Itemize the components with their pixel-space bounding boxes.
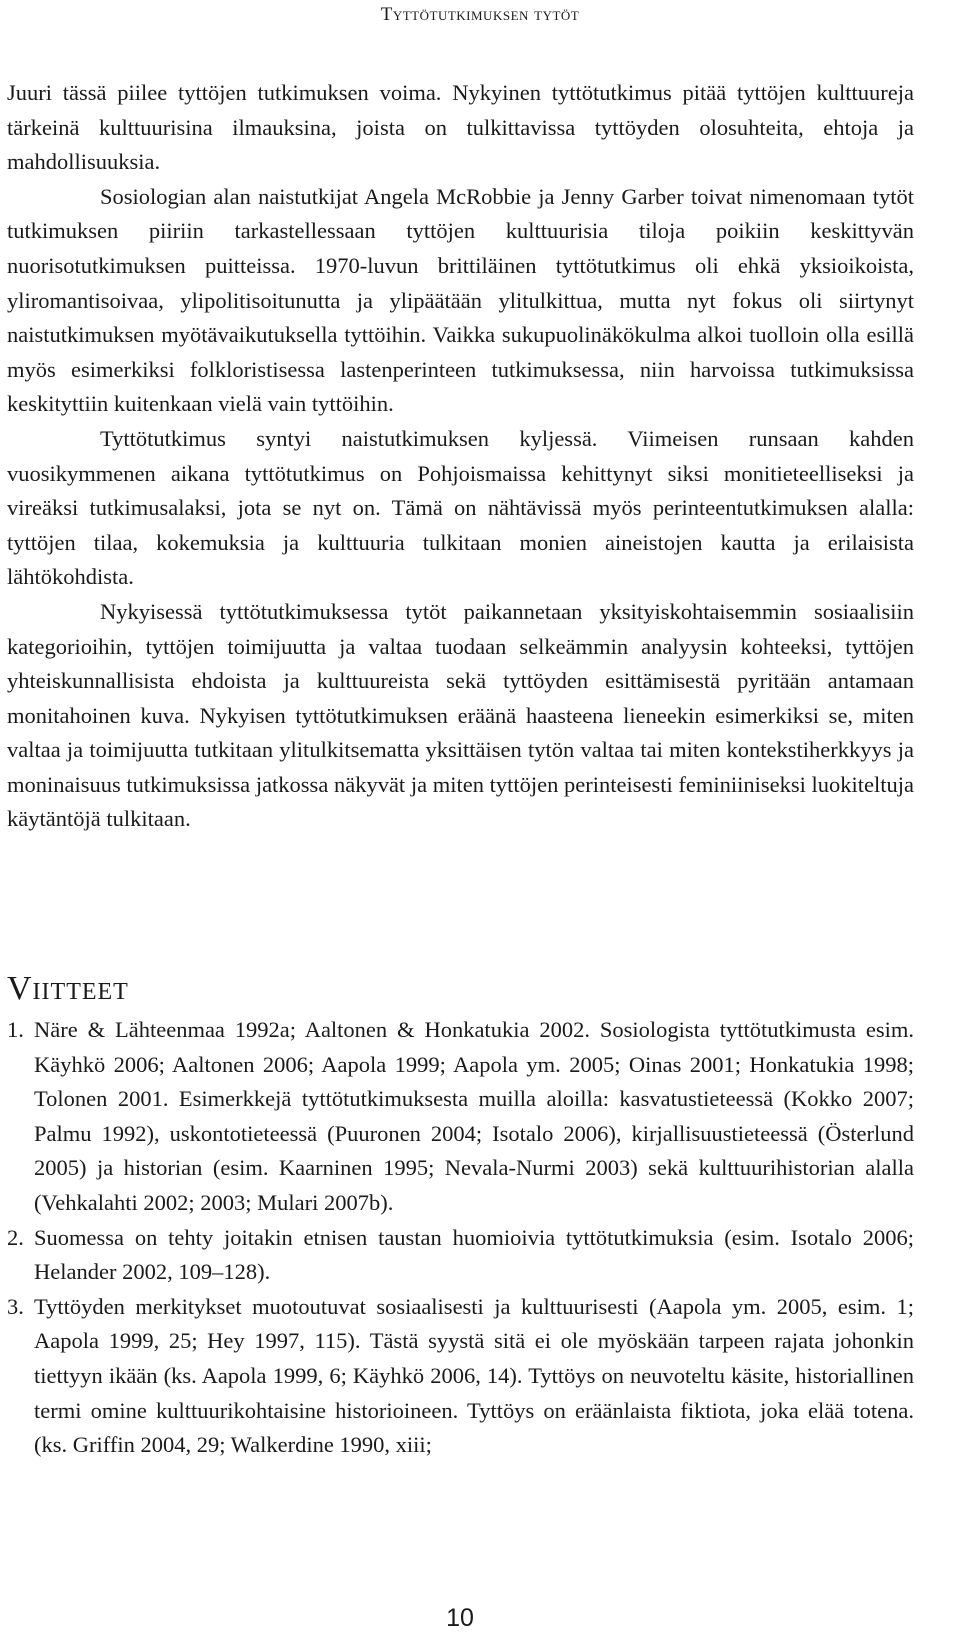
- paragraph: Tyttötutkimus syntyi naistutkimuksen kyljessä. Viimeisen runsaan kahden vuosikymmenen aikana tyttötutkimus on Pohjoismaissa kehittynyt siksi monitieteelliseksi ja vireäksi tutkimusalaksi, jota se nyt on. Tämä on nähtävissä myös perinteentutkimuksen alalla: tyttöjen tilaa, kokemuksia ja kulttuuria tulkitaan monien aineistojen kautta ja erilaisista lähtökohdista.: [7, 425, 914, 590]
- body-text: [7, 76, 914, 837]
- notes-list: [7, 1013, 914, 1463]
- note-text: Näre & Lähteenmaa 1992a; Aaltonen & Honkatukia 2002. Sosiologista tyttötutkimusta esim. Käyhkö 2006; Aaltonen 2006; Aapola 1999; Aapola ym. 2005; Oinas 2001; Honkatukia 1998; Tolonen 2001. Esimerkkejä tyttötutkimuksesta muilla aloilla: kasvatustieteessä (Kokko 2007; Palmu 1992), uskontotieteessä (Puuronen 2004; Isotalo 2006), kirjallisuustieteessä (Österlund 2005) ja historian (esim. Kaarninen 1995; Nevala-Nurmi 2003) sekä kulttuurihistorian alalla (Vehkalahti 2002; 2003; Mulari 2007b).: [34, 1017, 914, 1215]
- paragraph: Nykyisessä tyttötutkimuksessa tytöt paikannetaan yksityiskohtaisemmin sosiaalisiin kategorioihin, tyttöjen toimijuutta ja valtaa tuodaan selkeämmin analyysin kohteeksi, tyttöjen yhteiskunnallisista ehdoista ja kulttuureista sekä tyttöyden esittämisestä pyritään antamaan monitahoinen kuva. Nykyisen tyttötutkimuksen eräänä haasteena lieneekin esimerkiksi se, miten valtaa ja toimijuutta tutkitaan ylitulkitsematta yksittäisen tytön valtaa tai miten kontekstiherkkyys ja moninaisuus tutkimuksissa jatkossa näkyvät ja miten tyttöjen perinteisesti feminiiniseksi luokiteltuja käytäntöjä tulkitaan.: [7, 598, 914, 832]
- note-text: Tyttöyden merkitykset muotoutuvat sosiaalisesti ja kulttuurisesti (Aapola ym. 2005, esim. 1; Aapola 1999, 25; Hey 1997, 115). Tästä syystä sitä ei ole myöskään tarpeen rajata johonkin tiettyyn ikään (ks. Aapola 1999, 6; Käyhkö 2006, 14). Tyttöys on neuvoteltu käsite, historiallinen termi omine kulttuurikohtaisine historioineen. Tyttöys on eräänlaista fiktiota, joka elää totena. (ks. Griffin 2004, 29; Walkerdine 1990, xiii;: [34, 1293, 914, 1458]
- note-number: 1.: [7, 1017, 24, 1042]
- note-item: [7, 1221, 914, 1290]
- paragraph: Sosiologian alan naistutkijat Angela McRobbie ja Jenny Garber toivat nimenomaan tytöt tutkimuksen piiriin tarkastellessaan tyttöjen kulttuurisia tiloja poikiin keskittyvän nuorisotutkimuksen puitteissa. 1970-luvun brittiläinen tyttötutkimus oli ehkä yksioikoista, yliromantisoivaa, ylipolitisoitunutta ja ylipäätään ylitulkittua, mutta nyt fokus oli siirtynyt naistutkimuksen myötävaikutuksella tyttöihin. Vaikka sukupuolinäkökulma alkoi tuolloin olla esillä myös esimerkiksi folkloristisessa lastenperinteen tutkimuksessa, niin harvoissa tutkimuksissa keskityttiin kuitenkaan vielä vain tyttöihin.: [7, 183, 914, 417]
- note-text: Suomessa on tehty joitakin etnisen taustan huomioivia tyttötutkimuksia (esim. Isotalo 2006; Helander 2002, 109–128).: [34, 1224, 914, 1285]
- notes-heading: Viitteet: [7, 970, 129, 1007]
- note-number: 3.: [7, 1293, 24, 1319]
- page-number: 10: [446, 1604, 474, 1632]
- running-header: Tyttötutkimuksen tytöt: [380, 4, 580, 25]
- note-number: 2.: [7, 1224, 24, 1250]
- note-item: [7, 1013, 914, 1221]
- paragraph: Juuri tässä piilee tyttöjen tutkimuksen voima. Nykyinen tyttötutkimus pitää tyttöjen kulttuureja tärkeinä kulttuurisina ilmauksina, joista on tulkittavissa tyttöyden olosuhteita, ehtoja ja mahdollisuuksia.: [7, 80, 914, 175]
- note-item: [7, 1290, 914, 1463]
